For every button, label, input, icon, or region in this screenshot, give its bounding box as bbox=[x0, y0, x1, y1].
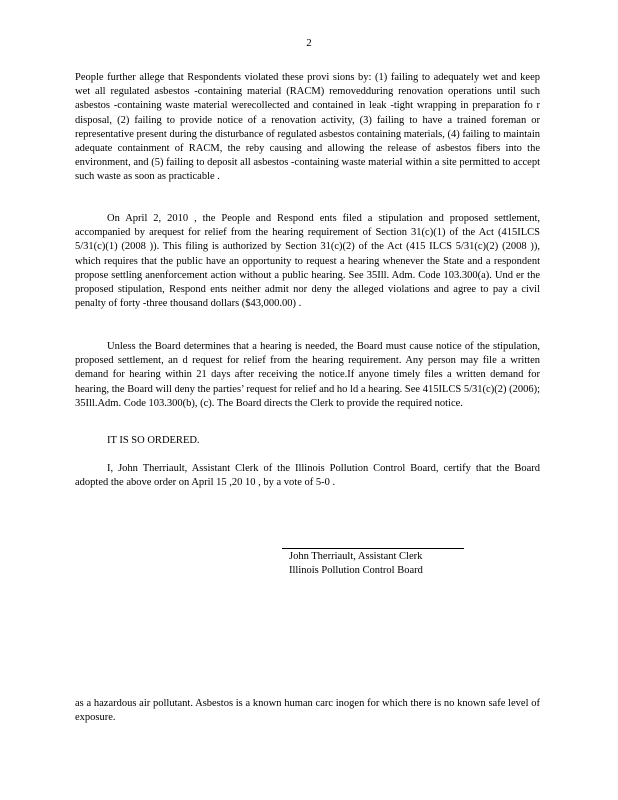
allegations-paragraph: People further allege that Respondents violated these provi sions by: (1) failing to adequately wet and keep wet all regulated asbestos -containing material (RACM) removedduring renovation operations until such asbestos -containing waste material werecollected and contained in leak -tight wrapping in preparation fo r disposal, (2) failing to provide notice of a renovation activity, (3) failing to have a trained foreman or representative present during the disturbance of regulated asbestos containing materials, (4) failing to maintain adequate containment of RACM, the reby causing and allowing the release of asbestos fibers into the environment, and (5) failing to deposit all asbestos -containing waste material within a site permitted to accept such waste as soon as practicable . bbox=[75, 72, 540, 183]
signature-block bbox=[289, 550, 423, 578]
signer-name: John Therriault, Assistant Clerk bbox=[289, 551, 423, 562]
page-number: 2 bbox=[306, 37, 312, 49]
signature-line bbox=[282, 548, 464, 549]
hearing-notice-paragraph: Unless the Board determines that a hearing is needed, the Board must cause notice of the stipulation, proposed settlement, an d request for relief from the hearing requirement. Any person may file a written demand for hearing within 21 days after receiving the notice.If anyone timely files a written demand for hearing, the Board will deny the parties’ request for relief and ho ld a hearing. See 415ILCS 5/31(c)(2) (2006); 35Ill.Adm. Code 103.300(b), (c). The Board directs the Clerk to provide the required notice. bbox=[75, 341, 540, 409]
signer-organization: Illinois Pollution Control Board bbox=[289, 565, 423, 577]
stipulation-paragraph: On April 2, 2010 , the People and Respond ents filed a stipulation and proposed settlement, accompanied by arequest for relief from the hearing requirement of Section 31(c)(1) of the Act (415ILCS 5/31(c)(1) (2008 )). This filing is authorized by Section 31(c)(2) of the Act (415 ILCS 5/31(c)(2) (2008 )), which requires that the public have an opportunity to request a hearing whenever the State and a respondent propose settling anenforcement action without a public hearing. See 35Ill. Adm. Code 103.300(a). Und er the proposed stipulation, Respond ents neither admit nor deny the alleged violations and agree to pay a civil penalty of forty -three thousand dollars ($43,000.00) . bbox=[75, 213, 540, 310]
order-statement: IT IS SO ORDERED. bbox=[107, 435, 200, 446]
footnote-text: as a hazardous air pollutant. Asbestos is a known human carc inogen for which there is no known safe level of exposure. bbox=[75, 698, 540, 724]
certification-paragraph: I, John Therriault, Assistant Clerk of the Illinois Pollution Control Board, certify that the Board adopted the above order on April 15 ,20 10 , by a vote of 5-0 . bbox=[75, 463, 540, 489]
